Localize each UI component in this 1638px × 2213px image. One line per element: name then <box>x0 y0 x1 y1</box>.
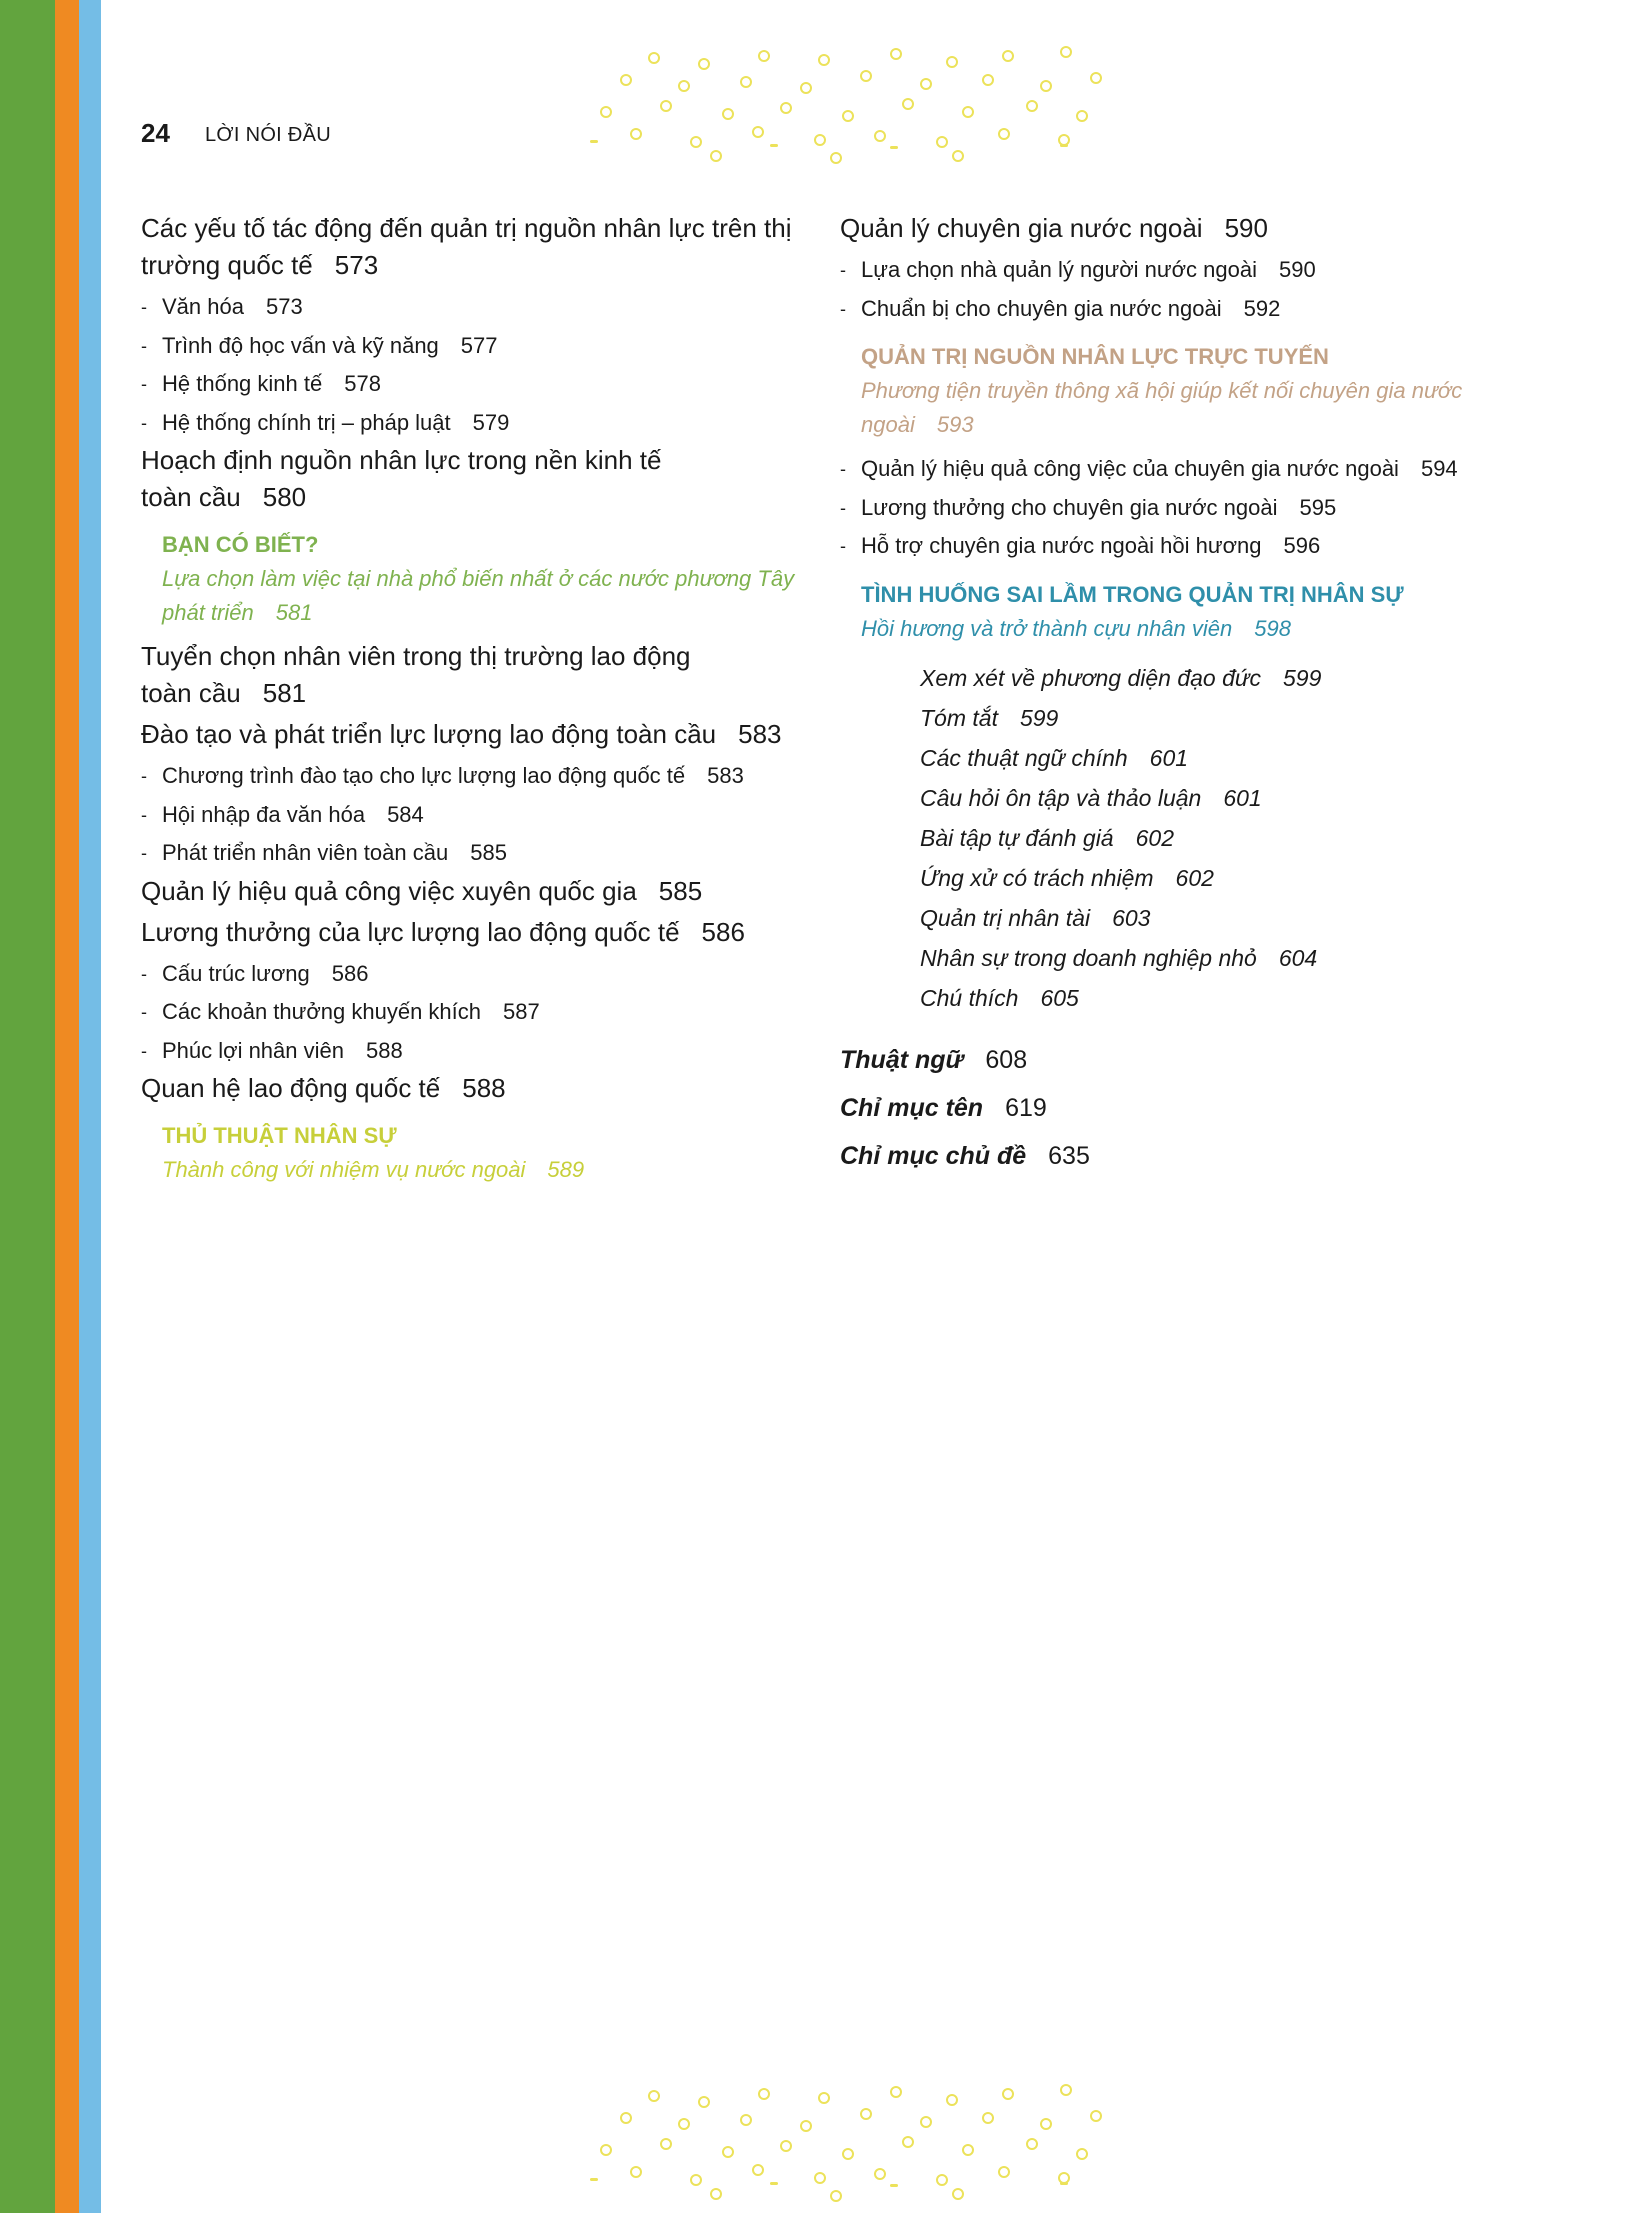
decorative-dash <box>890 146 898 149</box>
toc-entry[interactable] <box>141 442 701 516</box>
entry-title: Hệ thống chính trị – pháp luật <box>162 409 451 435</box>
decorative-dot <box>678 2118 690 2130</box>
entry-title: Nhân sự trong doanh nghiệp nhỏ <box>920 944 1257 971</box>
decorative-dot <box>946 2094 958 2106</box>
toc-subentry[interactable] <box>141 404 821 443</box>
entry-title: Hội nhập đa văn hóa <box>162 801 366 827</box>
decorative-dot <box>1090 72 1102 84</box>
side-stripe-blue <box>79 0 101 2213</box>
entry-title: Tuyển chọn nhân viên trong thị trường lao động toàn cầu <box>141 641 691 708</box>
toc-subentry[interactable] <box>141 327 821 366</box>
entry-title: Câu hỏi ôn tập và thảo luận <box>920 784 1202 811</box>
decorative-dot <box>740 2114 752 2126</box>
decorative-dot <box>620 2112 632 2124</box>
decorative-dot <box>1060 46 1072 58</box>
decorative-dot <box>830 2190 842 2202</box>
decorative-dot <box>902 2136 914 2148</box>
toc-entry[interactable] <box>141 638 741 712</box>
entry-title: Chỉ mục chủ đề <box>840 1141 1027 1170</box>
toc-subentry[interactable] <box>141 757 821 796</box>
toc-left-column <box>141 210 821 1195</box>
toc-end-item[interactable] <box>840 738 1520 778</box>
decorative-dot <box>758 2088 770 2100</box>
page-number: 24 <box>141 118 170 148</box>
toc-subentry[interactable] <box>141 796 821 835</box>
box-text <box>162 562 821 630</box>
decorative-dot <box>648 2090 660 2102</box>
decorative-dot <box>842 2148 854 2160</box>
entry-page: 590 <box>1278 257 1316 282</box>
decorative-dot <box>800 2120 812 2132</box>
decorative-dash <box>770 144 778 147</box>
entry-title: Quản trị nhân tài <box>920 904 1091 931</box>
side-stripe-green <box>0 0 55 2213</box>
decorative-dot <box>1002 2088 1014 2100</box>
decorative-dot <box>952 150 964 162</box>
entry-title: Chỉ mục tên <box>840 1093 984 1122</box>
decorative-dot <box>1076 2148 1088 2160</box>
entry-page: 589 <box>547 1157 585 1182</box>
box-title: Thành công với nhiệm vụ nước ngoài <box>162 1157 526 1182</box>
entry-page: 579 <box>472 409 510 435</box>
decorative-dot <box>740 76 752 88</box>
entry-page: 596 <box>1283 533 1321 558</box>
entry-page: 586 <box>331 960 369 986</box>
entry-title: Quản lý hiệu quả công việc xuyên quốc gia <box>141 875 637 906</box>
decorative-dash <box>590 140 598 143</box>
box-title: Phương tiện truyền thông xã hội giúp kết nối chuyên gia nước ngoài <box>861 378 1463 437</box>
decorative-dot <box>874 2168 886 2180</box>
entry-title: Phúc lợi nhân viên <box>162 1037 344 1063</box>
entry-page: 573 <box>265 294 303 319</box>
decorative-dot <box>998 128 1010 140</box>
decorative-dash <box>590 2178 598 2181</box>
decorative-dot <box>1002 50 1014 62</box>
toc-subentry[interactable] <box>141 1032 821 1071</box>
entry-title: Lựa chọn nhà quản lý người nước ngoài <box>861 257 1257 282</box>
entry-page: 583 <box>707 763 744 788</box>
decorative-dash <box>770 2182 778 2185</box>
toc-subentry[interactable] <box>141 288 821 327</box>
decorative-dot <box>752 126 764 138</box>
entry-page: 590 <box>1224 213 1268 243</box>
entry-page: 598 <box>1254 615 1291 641</box>
back-matter-glossary[interactable] <box>840 1036 1520 1084</box>
decorative-dot <box>1040 80 1052 92</box>
decorative-dot <box>1076 110 1088 122</box>
box-heading: QUẢN TRỊ NGUỒN NHÂN LỰC TRỰC TUYẾN <box>861 344 1329 369</box>
box-heading: BẠN CÓ BIẾT? <box>162 532 319 557</box>
entry-title: Đào tạo và phát triển lực lượng lao động toàn cầu <box>141 719 717 749</box>
decorative-dot <box>860 70 872 82</box>
decorative-dot <box>722 2146 734 2158</box>
entry-title: Hệ thống kinh tế <box>162 371 323 396</box>
entry-page: 601 <box>1223 784 1262 811</box>
decorative-dot <box>830 152 842 164</box>
entry-page: 599 <box>1019 704 1059 731</box>
entry-page: 587 <box>503 999 540 1024</box>
decorative-dot <box>630 128 642 140</box>
entry-page: 601 <box>1149 744 1189 771</box>
decorative-dot <box>1026 2138 1038 2150</box>
decorative-dot <box>780 2140 792 2152</box>
toc-end-item[interactable] <box>840 938 1520 978</box>
decorative-dot <box>690 2174 702 2186</box>
decorative-dots-bottom <box>590 2078 1110 2198</box>
decorative-dot <box>710 2188 722 2200</box>
entry-title: Chuẩn bị cho chuyên gia nước ngoài <box>861 295 1222 321</box>
running-head: LỜI NÓI ĐẦU <box>205 124 332 146</box>
toc-subentry[interactable] <box>141 834 821 873</box>
entry-title: Phát triển nhân viên toàn cầu <box>162 840 449 865</box>
entry-title: Cấu trúc lương <box>162 960 310 986</box>
entry-title: Lương thưởng của lực lượng lao động quốc tế <box>141 916 680 947</box>
decorative-dot <box>890 2086 902 2098</box>
entry-page: 604 <box>1278 944 1318 971</box>
entry-title: Các yếu tố tác động đến quản trị nguồn nhân lực trên thị trường quốc tế <box>141 213 792 280</box>
decorative-dot <box>660 2138 672 2150</box>
decorative-dot <box>678 80 690 92</box>
toc-entry[interactable] <box>141 716 821 753</box>
side-stripe-orange <box>55 0 79 2213</box>
toc-entry[interactable] <box>141 914 821 951</box>
entry-page: 577 <box>460 332 498 358</box>
decorative-dot <box>1060 2084 1072 2096</box>
decorative-dash <box>890 2184 898 2187</box>
toc-end-item[interactable] <box>840 778 1520 818</box>
decorative-dash <box>1060 2182 1068 2185</box>
toc-end-item[interactable] <box>840 698 1520 738</box>
entry-page: 594 <box>1420 456 1458 481</box>
decorative-dot <box>902 98 914 110</box>
box-heading: THỦ THUẬT NHÂN SỰ <box>162 1123 397 1148</box>
toc-subentry[interactable] <box>840 290 1520 329</box>
entry-title: Chú thích <box>920 984 1019 1011</box>
entry-page: 586 <box>701 916 745 947</box>
entry-title: Các thuật ngữ chính <box>920 744 1128 771</box>
entry-title: Lương thưởng cho chuyên gia nước ngoài <box>861 494 1278 520</box>
entry-page: 583 <box>738 719 782 749</box>
decorative-dot <box>710 150 722 162</box>
box-title: Lựa chọn làm việc tại nhà phổ biến nhất ở các nước phương Tây phát triển <box>162 566 795 625</box>
decorative-dot <box>758 50 770 62</box>
decorative-dot <box>648 52 660 64</box>
feature-box-thu-thuat-nhan-su[interactable] <box>162 1119 821 1187</box>
decorative-dash <box>1060 144 1068 147</box>
decorative-dot <box>1040 2118 1052 2130</box>
decorative-dots-top <box>590 40 1110 160</box>
entry-page: 588 <box>462 1073 506 1103</box>
decorative-dot <box>814 2172 826 2184</box>
toc-subentry[interactable] <box>840 527 1520 566</box>
entry-title: Quản lý hiệu quả công việc của chuyên gia nước ngoài <box>861 456 1399 481</box>
decorative-dot <box>982 2112 994 2124</box>
decorative-dot <box>620 74 632 86</box>
entry-page: 581 <box>275 600 313 625</box>
box-text <box>861 612 1520 646</box>
decorative-dot <box>660 100 672 112</box>
entry-page: 608 <box>985 1045 1028 1074</box>
toc-subentry[interactable] <box>141 365 821 404</box>
entry-page: 593 <box>936 412 974 437</box>
entry-page: 573 <box>334 250 379 280</box>
decorative-dot <box>690 136 702 148</box>
toc-right-column <box>840 210 1520 1180</box>
toc-subentry[interactable] <box>840 251 1520 290</box>
decorative-dot <box>698 2096 710 2108</box>
toc-entry[interactable] <box>840 210 1520 247</box>
toc-subentry[interactable] <box>141 993 821 1032</box>
entry-title: Trình độ học vấn và kỹ năng <box>162 332 439 358</box>
decorative-dot <box>860 2108 872 2120</box>
toc-end-item[interactable] <box>840 818 1520 858</box>
entry-title: Các khoản thưởng khuyến khích <box>162 999 482 1024</box>
toc-end-item[interactable] <box>840 858 1520 898</box>
toc-end-item[interactable] <box>840 978 1520 1018</box>
entry-title: Ứng xử có trách nhiệm <box>920 864 1154 891</box>
toc-subentry[interactable] <box>840 489 1520 528</box>
entry-title: Xem xét về phương diện đạo đức <box>920 664 1261 691</box>
entry-page: 584 <box>387 801 424 827</box>
box-title: Hồi hương và trở thành cựu nhân viên <box>861 615 1233 641</box>
decorative-dot <box>936 136 948 148</box>
decorative-dot <box>998 2166 1010 2178</box>
entry-page: 581 <box>262 678 307 708</box>
back-matter-subject-index[interactable] <box>840 1132 1520 1180</box>
toc-entry[interactable] <box>141 1070 821 1107</box>
entry-page: 588 <box>365 1037 403 1063</box>
entry-page: 578 <box>344 371 381 396</box>
decorative-dot <box>600 106 612 118</box>
feature-box-hr-mistakes[interactable] <box>861 578 1520 646</box>
decorative-dot <box>814 134 826 146</box>
decorative-dot <box>842 110 854 122</box>
toc-end-item[interactable] <box>840 658 1520 698</box>
entry-page: 595 <box>1299 494 1337 520</box>
entry-page: 585 <box>470 840 507 865</box>
entry-page: 585 <box>658 875 703 906</box>
decorative-dot <box>800 82 812 94</box>
toc-subentry[interactable] <box>141 955 821 994</box>
decorative-dot <box>890 48 902 60</box>
decorative-dot <box>962 2144 974 2156</box>
entry-title: Chương trình đào tạo cho lực lượng lao động quốc tế <box>162 763 686 788</box>
decorative-dot <box>818 2092 830 2104</box>
decorative-dot <box>698 58 710 70</box>
back-matter-name-index[interactable] <box>840 1084 1520 1132</box>
decorative-dot <box>952 2188 964 2200</box>
entry-page: 603 <box>1112 904 1151 931</box>
decorative-dot <box>818 54 830 66</box>
entry-title: Bài tập tự đánh giá <box>920 824 1114 851</box>
decorative-dot <box>780 102 792 114</box>
decorative-dot <box>920 78 932 90</box>
entry-title: Hỗ trợ chuyên gia nước ngoài hồi hương <box>861 533 1262 558</box>
entry-title: Thuật ngữ <box>840 1045 964 1074</box>
entry-page: 580 <box>262 482 307 512</box>
entry-title: Hoạch định nguồn nhân lực trong nền kinh tế toàn cầu <box>141 445 662 512</box>
chapter-end-list <box>840 658 1520 1018</box>
entry-title: Văn hóa <box>162 294 244 319</box>
entry-title: Quan hệ lao động quốc tế <box>141 1073 441 1103</box>
toc-end-item[interactable] <box>840 898 1520 938</box>
decorative-dot <box>1090 2110 1102 2122</box>
decorative-dot <box>1026 100 1038 112</box>
decorative-dot <box>752 2164 764 2176</box>
decorative-dot <box>962 106 974 118</box>
decorative-dot <box>874 130 886 142</box>
feature-box-ban-co-biet[interactable] <box>162 528 821 630</box>
box-text <box>861 374 1491 442</box>
entry-page: 602 <box>1175 864 1214 891</box>
decorative-dot <box>936 2174 948 2186</box>
decorative-dot <box>630 2166 642 2178</box>
entry-title: Tóm tắt <box>920 704 998 731</box>
entry-page: 592 <box>1243 295 1281 321</box>
toc-entry[interactable] <box>141 210 821 284</box>
box-heading: TÌNH HUỐNG SAI LẦM TRONG QUẢN TRỊ NHÂN SỰ <box>861 581 1404 607</box>
box-text <box>162 1153 821 1187</box>
decorative-dot <box>600 2144 612 2156</box>
entry-page: 605 <box>1040 984 1079 1011</box>
decorative-dot <box>946 56 958 68</box>
entry-page: 635 <box>1048 1141 1090 1170</box>
entry-title: Quản lý chuyên gia nước ngoài <box>840 213 1203 243</box>
decorative-dot <box>982 74 994 86</box>
toc-entry[interactable] <box>141 873 821 910</box>
feature-box-online-hrm[interactable] <box>861 340 1491 442</box>
decorative-dot <box>722 108 734 120</box>
entry-page: 602 <box>1135 824 1174 851</box>
decorative-dot <box>920 2116 932 2128</box>
entry-page: 619 <box>1005 1093 1047 1122</box>
toc-subentry[interactable] <box>840 450 1520 489</box>
entry-page: 599 <box>1282 664 1322 691</box>
